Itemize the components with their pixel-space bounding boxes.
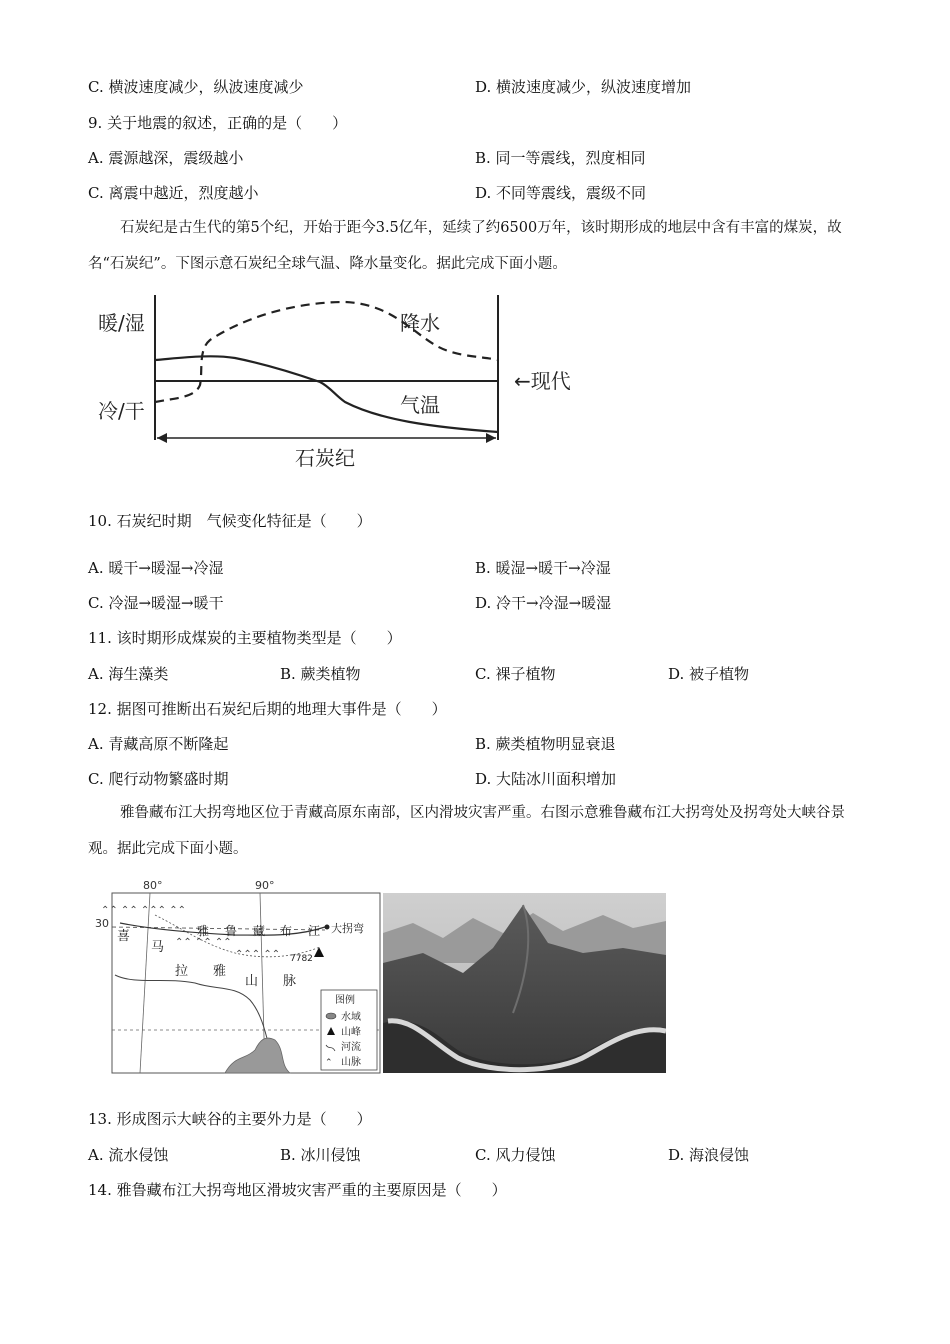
q11-stem: 11. 该时期形成煤炭的主要植物类型是（ ） xyxy=(88,629,402,647)
mountain-symbols-3: ⌃⌃⌃ ⌃⌃ xyxy=(235,949,281,960)
temperature-curve xyxy=(155,356,498,432)
label-carboniferous: 石炭纪 xyxy=(295,446,355,470)
river-char-4: 布 xyxy=(280,924,293,938)
lon-80-label: 80° xyxy=(143,879,163,892)
label-modern: ←现代 xyxy=(514,369,571,393)
q13-option-c: C. 风力侵蚀 xyxy=(475,1146,556,1164)
river-char-1: 雅 xyxy=(197,924,210,938)
q10-option-d: D. 冷干→冷湿→暖湿 xyxy=(475,594,612,612)
river-char-3: 藏 xyxy=(253,924,266,938)
legend-mountain: 山脉 xyxy=(341,1057,361,1068)
yarlung-bend-map xyxy=(95,875,385,1075)
river-char-2: 鲁 xyxy=(225,924,238,938)
q9-option-a: A. 震源越深，震级越小 xyxy=(88,149,244,167)
q13-option-b: B. 冰川侵蚀 xyxy=(280,1146,361,1164)
himalaya-char-3: 拉 xyxy=(175,964,189,979)
q13-stem: 13. 形成图示大峡谷的主要外力是（ ） xyxy=(88,1110,372,1128)
q11-option-d: D. 被子植物 xyxy=(668,665,750,683)
q11-option-b: B. 蕨类植物 xyxy=(280,665,361,683)
himalaya-char-6: 脉 xyxy=(283,974,297,989)
q12-option-a: A. 青藏高原不断隆起 xyxy=(88,735,229,753)
legend-peak: 山峰 xyxy=(341,1027,361,1038)
lon-90-label: 90° xyxy=(255,879,275,892)
climate-chart xyxy=(90,290,600,480)
q13-option-d: D. 海浪侵蚀 xyxy=(668,1146,750,1164)
q8-option-d: D. 横波速度减少，纵波速度增加 xyxy=(475,78,692,96)
legend-title: 图例 xyxy=(335,995,355,1006)
canyon-photo xyxy=(383,893,666,1073)
lat-30-label: 30 xyxy=(95,917,109,930)
label-temperature: 气温 xyxy=(400,393,440,417)
q10-option-a: A. 暖干→暖湿→冷湿 xyxy=(88,559,224,577)
himalaya-char-5: 山 xyxy=(245,974,259,989)
q9-stem: 9. 关于地震的叙述，正确的是（ ） xyxy=(88,114,348,132)
q11-option-c: C. 裸子植物 xyxy=(475,665,556,683)
river-char-5: 江 xyxy=(308,924,321,938)
himalaya-char-1: 喜 xyxy=(117,929,131,944)
bend-label: 大拐弯 xyxy=(331,922,364,935)
q9-option-d: D. 不同等震线，震级不同 xyxy=(475,184,647,202)
mountain-symbols-2: ⌃⌃ ⌃⌃ ⌃⌃ xyxy=(175,937,232,948)
q12-option-c: C. 爬行动物繁盛时期 xyxy=(88,770,229,788)
himalaya-char-2: 马 xyxy=(151,940,165,955)
peak-height: 7782 xyxy=(290,954,313,964)
legend-river: 河流 xyxy=(341,1042,361,1053)
intro-yarlung: 雅鲁藏布江大拐弯地区位于青藏高原东南部，区内滑坡灾害严重。右图示意雅鲁藏布江大拐弯处及拐弯处大峡谷景观。据此完成下面小题。 xyxy=(88,805,845,857)
arrow-right-head xyxy=(486,433,496,443)
q10-option-c: C. 冷湿→暖湿→暖干 xyxy=(88,594,224,612)
label-warm-wet: 暖/湿 xyxy=(98,311,145,335)
q12-stem: 12. 据图可推断出石炭纪后期的地理大事件是（ ） xyxy=(88,700,447,718)
q13-option-a: A. 流水侵蚀 xyxy=(88,1146,169,1164)
mountain-legend-icon: ⌃ xyxy=(325,1058,333,1068)
mountain-symbols: ⌃⌃ ⌃⌃ ⌃⌃⌃ ⌃⌃ xyxy=(101,905,186,916)
himalaya-char-4: 雅 xyxy=(213,964,227,979)
q10-option-b: B. 暖湿→暖干→冷湿 xyxy=(475,559,611,577)
q12-option-d: D. 大陆冰川面积增加 xyxy=(475,770,617,788)
q9-option-c: C. 离震中越近，烈度越小 xyxy=(88,184,259,202)
intro-carboniferous: 石炭纪是古生代的第5个纪，开始于距今3.5亿年，延续了约6500万年，该时期形成的地层中含有丰富的煤炭，故名“石炭纪”。下图示意石炭纪全球气温、降水量变化。据此完成下面小题。 xyxy=(88,220,842,272)
q12-option-b: B. 蕨类植物明显衰退 xyxy=(475,735,616,753)
q8-option-c: C. 横波速度减少，纵波速度减少 xyxy=(88,78,304,96)
bend-marker xyxy=(325,925,330,930)
legend-water: 水域 xyxy=(341,1012,361,1023)
water-icon xyxy=(326,1013,336,1019)
q10-stem: 10. 石炭纪时期 气候变化特征是（ ） xyxy=(88,512,372,530)
label-precipitation: 降水 xyxy=(400,311,440,335)
q11-option-a: A. 海生藻类 xyxy=(88,665,169,683)
q14-stem: 14. 雅鲁藏布江大拐弯地区滑坡灾害严重的主要原因是（ ） xyxy=(88,1181,507,1199)
arrow-left-head xyxy=(157,433,167,443)
label-cold-dry: 冷/干 xyxy=(98,399,145,423)
q9-option-b: B. 同一等震线，烈度相同 xyxy=(475,149,646,167)
